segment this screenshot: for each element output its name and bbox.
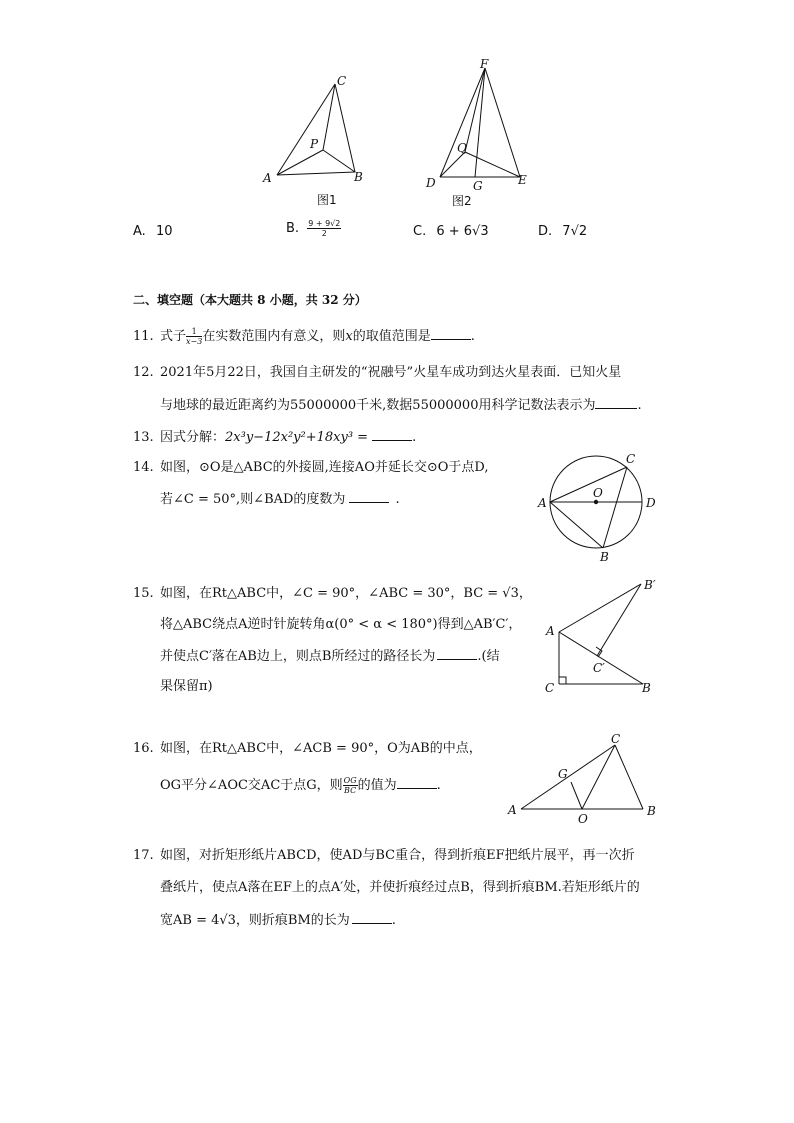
q15-label-a: A [546, 624, 555, 638]
q13-number: 13. [133, 430, 154, 445]
q14-label-o: O [593, 486, 603, 500]
q17-number: 17. [133, 848, 154, 863]
fig1-label-c: C [337, 74, 347, 88]
q14-figure [533, 448, 663, 564]
q16-line2a: OG平分∠AOC交AC于点G，则 [160, 778, 343, 793]
q16-figure [503, 732, 663, 828]
q13-answer-blank[interactable] [372, 428, 412, 441]
q13-end: . [412, 430, 417, 445]
fig2-label-d: D [426, 176, 436, 190]
q12-end: . [637, 398, 642, 413]
q11-end: . [470, 329, 475, 344]
question-12 [133, 364, 621, 382]
q11-fraction [186, 327, 202, 346]
q16-label-o: O [578, 812, 588, 826]
q15-label-b1: B′ [644, 578, 656, 592]
q14-label-a: A [538, 496, 547, 510]
q15-label-b: B [642, 681, 651, 695]
q11-text-b: 在实数范围内有意义，则 [202, 329, 346, 344]
question-13 [133, 428, 416, 447]
q11-text-c: 的取值范围是 [352, 329, 431, 344]
choice-c-value: 6 + 6√3 [436, 224, 489, 239]
section-title: 二、填空题（本大题共 8 小题，共 32 分） [133, 293, 367, 307]
q14-end: . [395, 492, 400, 507]
choice-a[interactable] [133, 224, 172, 239]
q12-answer-blank[interactable] [595, 396, 637, 409]
q16-label-a: A [508, 803, 517, 817]
q12-line1: 2021年5月22日，我国自主研发的“祝融号”火星车成功到达火星表面．已知火星 [160, 365, 622, 380]
q11-text-a: 式子 [160, 329, 187, 344]
q16-fraction [343, 776, 358, 795]
q12-number: 12. [133, 365, 154, 380]
choice-c-letter: C. [413, 224, 427, 239]
figure-2 [420, 56, 540, 211]
q11-number: 11. [133, 329, 154, 344]
q16-frac-num: OG [343, 776, 357, 785]
q16-label-g: G [558, 767, 568, 781]
question-14-line2 [160, 490, 400, 509]
q14-label-b: B [600, 550, 609, 564]
q14-label-c: C [626, 452, 636, 466]
fig2-label-e: E [518, 173, 527, 187]
question-15-line4 [160, 678, 213, 696]
question-15-line3 [160, 647, 500, 666]
fig2-caption: 图2 [452, 194, 472, 208]
q16-answer-blank[interactable] [397, 776, 437, 789]
q13-text: 因式分解： [160, 430, 226, 445]
q17-line3: 宽AB = 4√3，则折痕BM的长为 [160, 913, 350, 928]
choice-b[interactable] [286, 219, 341, 238]
q14-answer-blank[interactable] [349, 490, 389, 503]
q11-frac-num: 1 [186, 327, 202, 337]
question-16-line2 [160, 776, 441, 795]
q17-end: . [391, 913, 396, 928]
question-15 [133, 585, 532, 603]
q16-label-c: C [611, 732, 621, 746]
q11-frac-den: x−3 [186, 337, 203, 346]
q17-answer-blank[interactable] [352, 911, 392, 924]
q14-line2: 若∠C = 50°,则∠BAD的度数为 [160, 492, 346, 507]
question-15-line2 [160, 616, 521, 634]
q15-label-c1: C′ [593, 661, 605, 675]
choice-a-letter: A. [133, 224, 146, 239]
q16-label-b: B [647, 804, 656, 818]
q11-var: x [345, 329, 353, 344]
q15-line1: 如图，在Rt△ABC中，∠C = 90°，∠ABC = 30°，BC = √3， [160, 586, 532, 601]
question-16 [133, 740, 482, 758]
q11-answer-blank[interactable] [431, 327, 471, 340]
choice-b-den: 2 [321, 229, 327, 238]
q16-frac-den: BC [344, 786, 357, 795]
choice-b-letter: B. [286, 221, 300, 236]
q14-number: 14. [133, 460, 154, 475]
choice-a-value: 10 [155, 224, 173, 239]
fig1-label-b: B [354, 170, 363, 184]
choice-b-num: 9 + 9√2 [308, 219, 341, 228]
q13-expression: 2x³y−12x²y²+18xy³ = [225, 430, 369, 445]
q15-line2: 将△ABC绕点A逆时针旋转角α(0° < α < 180°)得到△AB′C′， [160, 617, 522, 632]
q16-end: . [436, 778, 441, 793]
fig2-label-f: F [480, 57, 489, 71]
choice-d[interactable] [538, 224, 587, 239]
q12-line2: 与地球的最近距离约为55000000千米,数据55000000用科学记数法表示为 [160, 398, 596, 413]
figure-1 [255, 70, 375, 210]
q15-label-c: C [545, 681, 555, 695]
fig2-label-g: G [473, 179, 483, 193]
question-17-line2 [160, 879, 640, 897]
choice-b-fraction [307, 219, 341, 238]
question-11 [133, 327, 475, 346]
fig1-label-p: P [310, 137, 319, 151]
q15-line3: 并使点C′落在AB边上，则点B所经过的路径长为 [160, 649, 436, 664]
q14-label-d: D [646, 496, 656, 510]
choice-c[interactable] [413, 224, 489, 239]
question-12-line2 [160, 396, 642, 415]
q15-answer-blank[interactable] [437, 647, 477, 660]
question-17 [133, 847, 635, 865]
choice-d-value: 7√2 [562, 224, 588, 239]
q14-line1: 如图，⊙O是△ABC的外接圆,连接AO并延长交⊙O于点D, [160, 460, 489, 475]
fig1-caption: 图1 [317, 193, 337, 207]
q16-number: 16. [133, 741, 154, 756]
choice-d-letter: D. [538, 224, 553, 239]
q15-number: 15. [133, 586, 154, 601]
fig2-label-q: Q [457, 141, 467, 155]
q16-line1: 如图，在Rt△ABC中，∠ACB = 90°，O为AB的中点， [160, 741, 482, 756]
q15-line4: 果保留π) [160, 679, 213, 694]
q17-line2: 叠纸片，使点A落在EF上的点A′处，并使折痕经过点B，得到折痕BM.若矩形纸片的 [160, 880, 640, 895]
question-17-line3 [160, 911, 396, 930]
q17-line1: 如图，对折矩形纸片ABCD，使AD与BC重合，得到折痕EF把纸片展平，再一次折 [160, 848, 635, 863]
q15-figure [538, 574, 668, 698]
fig1-label-a: A [263, 171, 272, 185]
q15-line3-end: .(结 [477, 649, 500, 664]
question-14 [133, 459, 489, 477]
q16-line2b: 的值为 [357, 778, 397, 793]
